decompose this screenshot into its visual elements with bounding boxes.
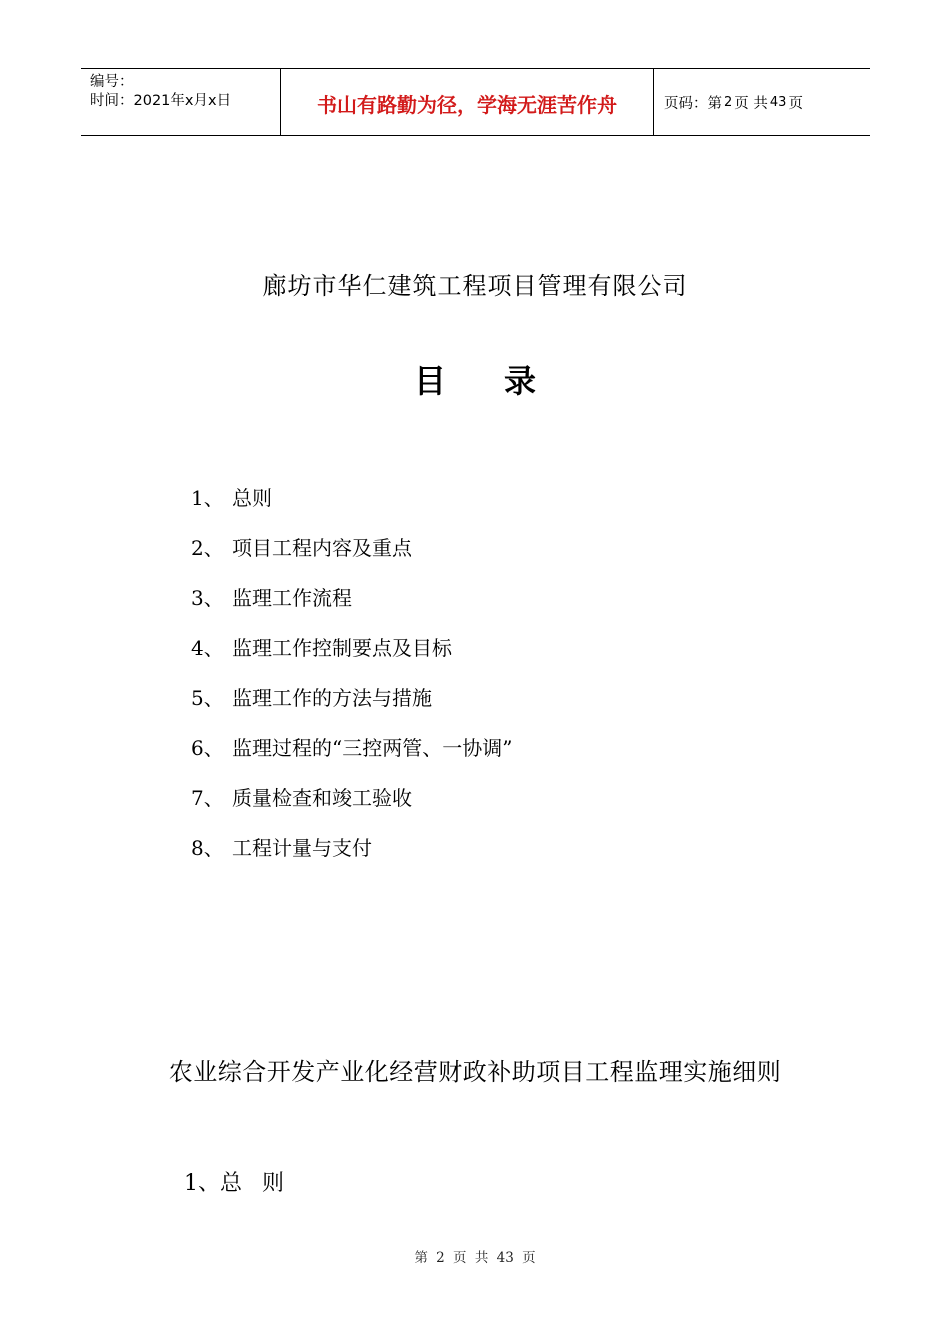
toc-item[interactable] <box>191 733 512 783</box>
page-label: 页码：第 <box>664 95 722 112</box>
toc-item[interactable] <box>191 683 512 733</box>
toc-item[interactable] <box>191 783 512 833</box>
toc-item-number: 4、 <box>191 636 224 660</box>
header-page-info <box>654 69 870 135</box>
toc-item-label: 监理工作的方法与措施 <box>232 686 432 710</box>
toc-item[interactable] <box>191 533 512 583</box>
toc-item-number: 2、 <box>191 536 224 560</box>
toc-item-label: 项目工程内容及重点 <box>232 536 412 560</box>
page-mid: 页 共 <box>734 95 768 112</box>
toc-item-label: 监理过程的“三控两管、一协调” <box>232 736 513 760</box>
toc-item-number: 8、 <box>191 836 224 860</box>
header-meta <box>81 69 281 135</box>
toc-title-left: 目 <box>413 362 446 400</box>
toc-item-number: 6、 <box>191 736 224 760</box>
toc-item-number: 3、 <box>191 586 224 610</box>
toc-item-label: 质量检查和竣工验收 <box>232 786 412 810</box>
section-title-right: 则 <box>262 1171 285 1196</box>
toc-item[interactable] <box>191 583 512 633</box>
toc-item-label: 工程计量与支付 <box>232 836 372 860</box>
toc-item[interactable] <box>191 483 512 533</box>
toc-item[interactable] <box>191 833 512 883</box>
page-header <box>81 68 870 136</box>
toc-item-label: 监理工作控制要点及目标 <box>232 636 452 660</box>
page-suffix: 页 <box>788 95 803 112</box>
header-motto: 书山有路勤为径，学海无涯苦作舟 <box>281 69 654 135</box>
section-heading <box>184 1166 284 1197</box>
page-footer: 第 2 页 共 43 页 <box>414 1250 536 1266</box>
toc-list <box>191 483 512 883</box>
section-number: 1、 <box>184 1171 220 1196</box>
document-number-label: 编号： <box>90 74 134 90</box>
section-title-left: 总 <box>220 1171 243 1196</box>
toc-item[interactable] <box>191 633 512 683</box>
toc-item-number: 5、 <box>191 686 224 710</box>
document-date: 时间：2021年x月x日 <box>90 93 232 109</box>
toc-item-number: 1、 <box>191 486 224 510</box>
page-current: 2 <box>724 94 733 110</box>
toc-item-label: 监理工作流程 <box>232 586 352 610</box>
document-title: 农业综合开发产业化经营财政补助项目工程监理实施细则 <box>168 1058 782 1086</box>
toc-item-label: 总则 <box>232 486 272 510</box>
toc-title <box>0 356 950 402</box>
toc-item-number: 7、 <box>191 786 224 810</box>
page-total: 43 <box>769 94 787 110</box>
company-name: 廊坊市华仁建筑工程项目管理有限公司 <box>262 272 688 300</box>
toc-title-right: 录 <box>504 362 537 400</box>
